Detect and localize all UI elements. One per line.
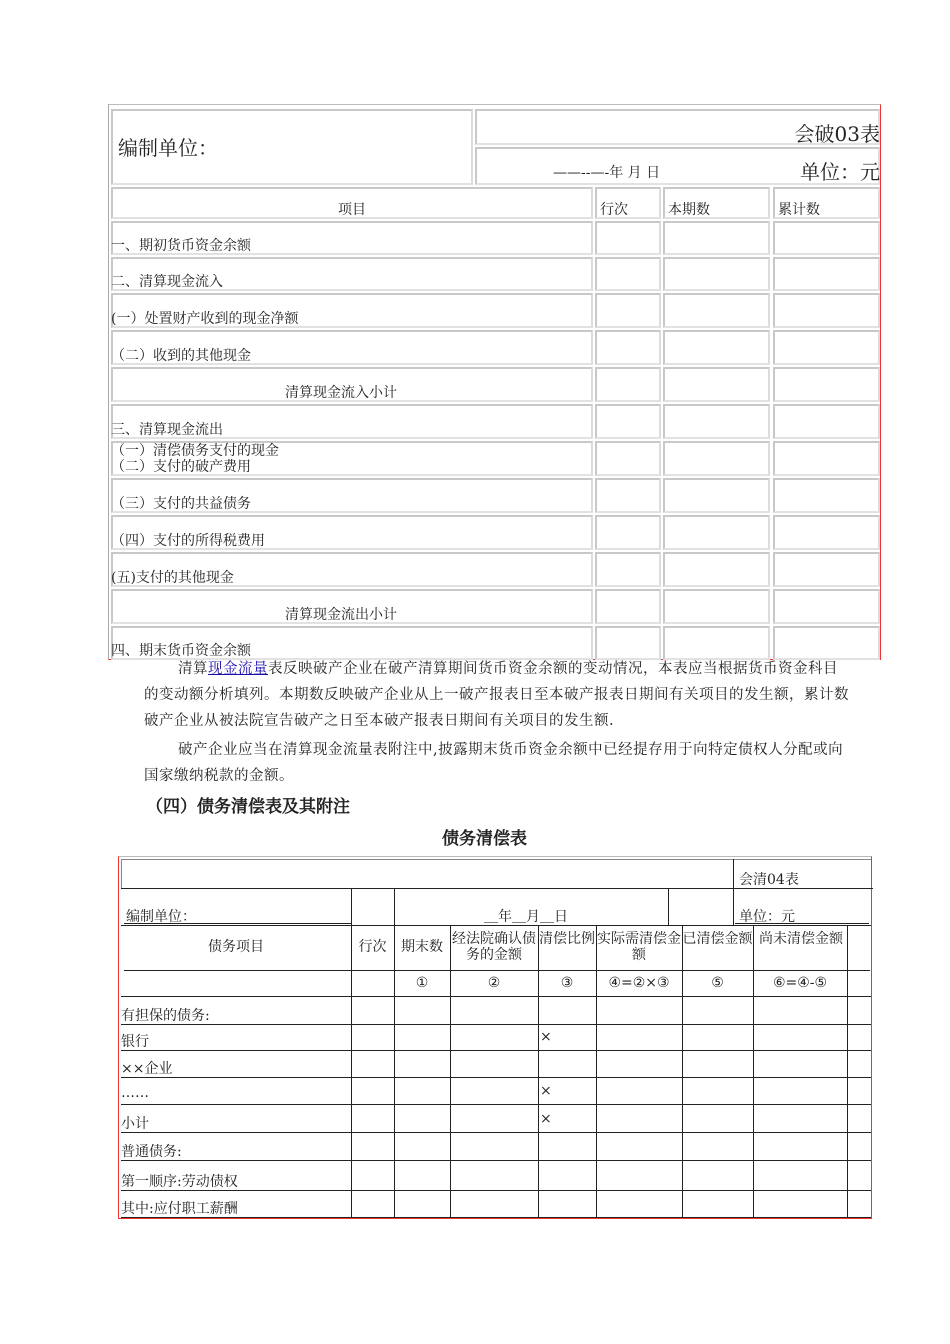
value-cell [773, 478, 880, 513]
cash-flow-statement-table [108, 104, 881, 660]
column-divider [847, 925, 848, 1218]
value-cell [773, 257, 880, 291]
column-header-1: 行次 [358, 939, 387, 955]
value-cell [595, 221, 661, 255]
value-cell [595, 404, 661, 439]
value-cell [595, 552, 661, 587]
cash-flow-link[interactable]: 现金流量 [208, 661, 268, 677]
row-line [121, 1050, 871, 1051]
formula-cell-3: ④=②×③ [608, 975, 670, 991]
value-cell [595, 293, 661, 328]
item-label: 四、期末货币资金余额 [111, 643, 251, 659]
form-code-divider [733, 859, 734, 889]
row2-div-d [733, 888, 734, 926]
para1-after-link: 表反映破产企业在破产清算期间货币资金余额的变动情况，本表应当根据货币资金科目的变动额分析填列。本期数反映破产企业从上一破产报表日至本破产报表日期间有关项目的发生额，累计数破产企业从被法院宣告破产之日至本破产报表日期间有关项目的发生额. [144, 661, 849, 729]
value-cell [663, 330, 770, 365]
value-cell [773, 293, 880, 328]
value-cell [595, 367, 661, 402]
value-cell [773, 552, 880, 587]
value-cell [663, 293, 770, 328]
date-line: ＿年＿月＿日 [484, 909, 568, 925]
value-cell [773, 330, 880, 365]
column-header-6: 已清偿金额 [682, 931, 753, 947]
value-cell [663, 589, 770, 624]
column-divider [596, 925, 597, 1218]
value-cell [773, 441, 880, 476]
value-cell [773, 404, 880, 439]
not-applicable-mark: × [540, 1029, 552, 1045]
paragraph-cash-flow-description [144, 656, 850, 734]
value-cell [663, 367, 770, 402]
column-header-4: 清偿比例 [539, 931, 595, 947]
row2-div-a [351, 888, 352, 926]
value-cell [595, 257, 661, 291]
row-line [121, 1132, 871, 1133]
value-cell [595, 515, 661, 550]
header-label-3: 累计数 [778, 202, 820, 218]
value-cell [595, 441, 661, 476]
item-label: （三）支付的共益债务 [111, 496, 251, 512]
column-header-2: 期末数 [401, 939, 443, 955]
item-label: （一）清偿债务支付的现金 [111, 443, 279, 459]
row-line [121, 1217, 871, 1218]
form-code: 会破03表 [794, 122, 880, 146]
column-header-7: 尚未清偿金额 [759, 931, 843, 947]
column-header-3: 经法院确认债务的金额 [452, 931, 536, 963]
item-label: 二、清算现金流入 [111, 274, 223, 290]
section-heading: （四）债务清偿表及其附注 [146, 797, 350, 817]
header-label-0: 项目 [338, 202, 366, 218]
formula-bottom [121, 996, 871, 997]
item-label: （二）收到的其他现金 [111, 348, 251, 364]
item-label: 一、期初货币资金余额 [111, 238, 251, 254]
formula-cell-1: ② [487, 975, 501, 991]
value-cell [773, 589, 880, 624]
value-cell [595, 478, 661, 513]
column-header-0: 债务项目 [208, 939, 264, 955]
item-label: (五)支付的其他现金 [111, 570, 234, 586]
row-line [121, 1077, 871, 1078]
value-cell [773, 515, 880, 550]
item-label: （二）支付的破产费用 [111, 459, 251, 475]
currency-unit: 单位：元 [739, 909, 795, 925]
formula-cell-2: ③ [560, 975, 574, 991]
value-cell [663, 626, 770, 660]
debt-item-label: …… [121, 1085, 149, 1101]
column-divider [351, 925, 352, 1218]
value-cell [663, 515, 770, 550]
subtotal-label: 清算现金流入小计 [285, 385, 397, 401]
debt-item-label: 有担保的债务: [121, 1008, 210, 1024]
unit-label: 编制单位： [126, 909, 196, 925]
currency-unit: 单位：元 [800, 160, 880, 184]
row-line [121, 1190, 871, 1191]
row2-top [121, 888, 733, 889]
row-line [121, 1104, 871, 1105]
value-cell [773, 626, 880, 660]
paragraph-disclosure: 破产企业应当在清算现金流量表附注中,披露期末货币资金余额中已经提存用于向特定债权人分配或向国家缴纳税款的金额。 [144, 742, 844, 784]
header-top [121, 925, 871, 926]
row2-div-b [394, 888, 395, 926]
header-label-1: 行次 [600, 202, 628, 218]
value-cell [663, 257, 770, 291]
not-applicable-mark: × [540, 1083, 552, 1099]
item-label: （四）支付的所得税费用 [111, 533, 265, 549]
value-cell [663, 478, 770, 513]
merged-edge [753, 1025, 754, 1133]
value-cell [773, 367, 880, 402]
column-divider [450, 925, 451, 1218]
subtotal-label: 清算现金流出小计 [285, 607, 397, 623]
top-border [121, 859, 871, 860]
formula-cell-5: ⑥=④-⑤ [772, 975, 828, 991]
value-cell [595, 589, 661, 624]
debt-item-label: 小计 [121, 1116, 149, 1132]
column-divider [682, 925, 683, 1218]
value-cell [663, 221, 770, 255]
value-cell [663, 404, 770, 439]
formula-cell-0: ① [415, 975, 429, 991]
header-bottom [124, 970, 870, 971]
value-cell [773, 221, 880, 255]
left-border-top [121, 859, 122, 889]
form-code: 会清04表 [739, 872, 799, 888]
item-label: (一）处置财产收到的现金净额 [111, 311, 299, 327]
table2-title: 债务清偿表 [442, 829, 527, 849]
debt-item-label: 普通债务: [121, 1144, 182, 1160]
header-label-2: 本期数 [668, 202, 710, 218]
row-line [121, 1160, 871, 1161]
not-applicable-mark: × [540, 1111, 552, 1127]
date-line: ——--—-年 月 日 [553, 165, 661, 181]
value-cell [595, 626, 661, 660]
debt-item-label: 其中:应付职工薪酬 [121, 1201, 238, 1217]
row-line [121, 1024, 871, 1025]
debt-item-label: 第一顺序:劳动债权 [121, 1174, 238, 1190]
debt-repayment-table [118, 856, 872, 1219]
row2-div-c [668, 888, 669, 926]
column-divider [538, 925, 539, 1218]
column-header-5: 实际需清偿金额 [597, 931, 681, 963]
value-cell [663, 441, 770, 476]
item-label: 三、清算现金流出 [111, 422, 223, 438]
value-cell [663, 552, 770, 587]
column-divider [394, 925, 395, 1218]
unit-label: 编制单位： [118, 136, 218, 160]
para1-before-link: 清算 [178, 661, 208, 677]
formula-cell-4: ⑤ [711, 975, 724, 991]
debt-item-label: 银行 [121, 1034, 149, 1050]
value-cell [595, 330, 661, 365]
debt-item-label: ××企业 [121, 1061, 173, 1077]
